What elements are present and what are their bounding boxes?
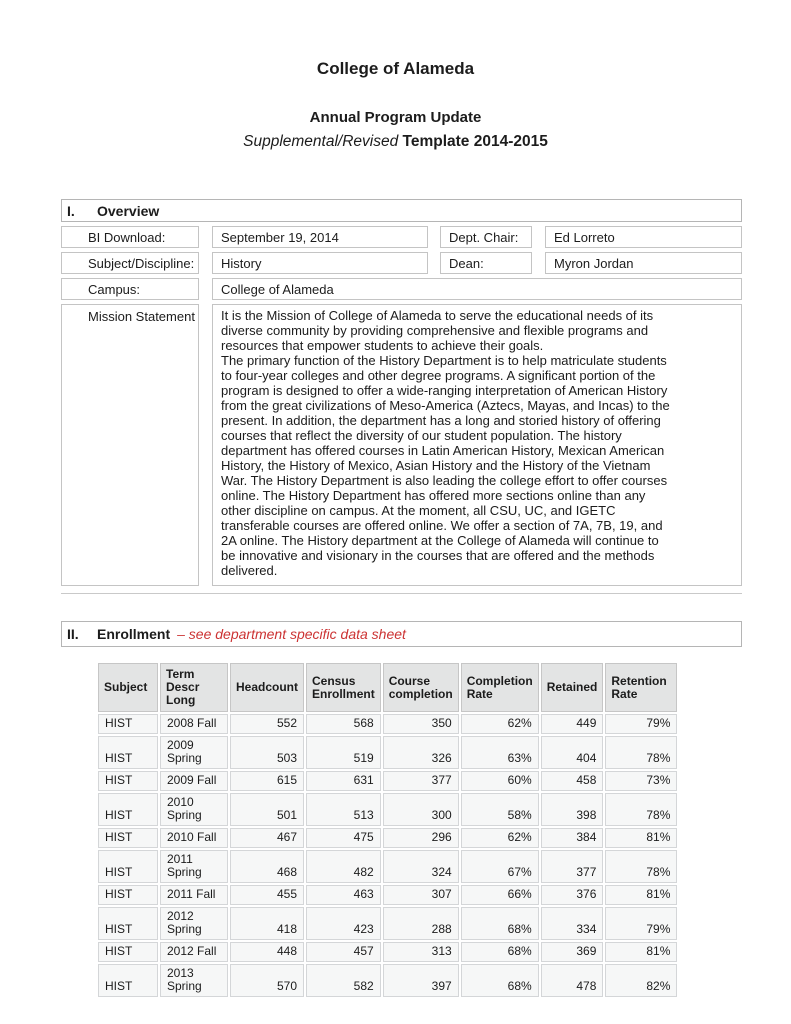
cell-course-completion: 326 [383,736,459,769]
cell-headcount: 552 [230,714,304,734]
cell-completion-rate: 60% [461,771,539,791]
cell-retention-rate: 78% [605,793,677,826]
table-row [98,828,677,848]
cell-completion-rate: 68% [461,964,539,997]
cell-course-completion: 300 [383,793,459,826]
template-version-line [0,133,791,151]
cell-term: 2010 Fall [160,828,228,848]
cell-course-completion: 296 [383,828,459,848]
dean-label: Dean: [440,252,532,274]
cell-subject: HIST [98,828,158,848]
overview-section-title: Overview [97,202,160,219]
cell-retention-rate: 79% [605,714,677,734]
dept-chair-value: Ed Lorreto [545,226,742,248]
enrollment-header-row [98,663,677,712]
mission-paragraph-department: The primary function of the History Department is to help matriculate students to four-year colleges and other degree programs. A significant portion of the program is designed to offer a wide-ranging interpretation of American History from the great civilizations of Meso-America (Aztecs, Mayas, and Incas) to the present. In addition, the department has a long and storied history of offering courses that reflect the diversity of our student population. The history department has offered courses in Latin American History, Mexican American History, the History of Mexico, Asian History and the History of the Vietnam War. The History Department is also leading the college effort to offer courses online. The History Department has offered more sections online than any other discipline on campus. At the moment, all CSU, UC, and IGETC transferable courses are offered online. We offer a section of 7A, 7B, 19, and 2A online. The History department at the College of Alameda will continue to be innovative and visionary in the courses that are offered and the methods delivered. [221,353,670,578]
table-row [98,907,677,940]
enrollment-section-numeral: II. [67,626,79,642]
cell-course-completion: 307 [383,885,459,905]
overview-row-campus [61,278,742,300]
table-row [98,736,677,769]
table-row [98,964,677,997]
cell-subject: HIST [98,885,158,905]
cell-course-completion: 288 [383,907,459,940]
table-row [98,771,677,791]
table-row [98,793,677,826]
campus-value: College of Alameda [212,278,742,300]
subject-discipline-label: Subject/Discipline: [61,252,199,274]
cell-retention-rate: 79% [605,907,677,940]
cell-census: 423 [306,907,381,940]
cell-retained: 458 [541,771,604,791]
cell-term: 2009 Fall [160,771,228,791]
cell-retained: 369 [541,942,604,962]
section-overview [61,199,742,594]
document-subtitle: Annual Program Update [309,109,482,126]
bi-download-value: September 19, 2014 [212,226,428,248]
overview-row-bi-download [61,226,742,248]
cell-headcount: 503 [230,736,304,769]
cell-course-completion: 377 [383,771,459,791]
dean-value: Myron Jordan [545,252,742,274]
cell-term: 2011 Spring [160,850,228,883]
cell-completion-rate: 58% [461,793,539,826]
template-version-bold: Template 2014-2015 [402,133,548,150]
cell-retained: 384 [541,828,604,848]
cell-course-completion: 350 [383,714,459,734]
cell-completion-rate: 68% [461,907,539,940]
overview-section-bottom-rule [61,593,742,594]
cell-retention-rate: 73% [605,771,677,791]
cell-term: 2012 Spring [160,907,228,940]
cell-completion-rate: 62% [461,828,539,848]
overview-row-subject [61,252,742,274]
page-title: College of Alameda [316,59,475,78]
mission-paragraph-college: It is the Mission of College of Alameda to serve the educational needs of its diverse community by providing comprehensive and flexible programs and resources that empower students to achieve their goals. [221,308,654,353]
cell-completion-rate: 62% [461,714,539,734]
cell-census: 457 [306,942,381,962]
cell-retained: 404 [541,736,604,769]
overview-row-mission [61,304,742,586]
cell-headcount: 467 [230,828,304,848]
cell-term: 2012 Fall [160,942,228,962]
col-header-subject: Subject [98,663,158,712]
cell-retained: 334 [541,907,604,940]
cell-subject: HIST [98,907,158,940]
cell-term: 2010 Spring [160,793,228,826]
cell-retention-rate: 81% [605,942,677,962]
cell-retention-rate: 81% [605,885,677,905]
cell-completion-rate: 67% [461,850,539,883]
overview-section-numeral: I. [67,202,75,219]
col-header-census: Census Enrollment [306,663,381,712]
table-row [98,850,677,883]
cell-retention-rate: 78% [605,850,677,883]
template-version-italic: Supplemental/Revised [243,133,399,150]
campus-label: Campus: [61,278,199,300]
cell-subject: HIST [98,850,158,883]
cell-course-completion: 324 [383,850,459,883]
cell-census: 513 [306,793,381,826]
bi-download-label: BI Download: [61,226,199,248]
col-header-completion-rate: Completion Rate [461,663,539,712]
cell-retention-rate: 82% [605,964,677,997]
cell-census: 482 [306,850,381,883]
enrollment-section-title: Enrollment [97,626,171,642]
cell-course-completion: 313 [383,942,459,962]
cell-term: 2013 Spring [160,964,228,997]
cell-term: 2009 Spring [160,736,228,769]
cell-term: 2011 Fall [160,885,228,905]
cell-subject: HIST [98,942,158,962]
table-row [98,885,677,905]
cell-headcount: 448 [230,942,304,962]
cell-subject: HIST [98,714,158,734]
mission-statement-value [212,304,742,586]
cell-retained: 478 [541,964,604,997]
overview-section-header [61,199,742,222]
col-header-course-completion: Course completion [383,663,459,712]
cell-retention-rate: 81% [605,828,677,848]
mission-statement-label: Mission Statement [61,304,199,586]
dept-chair-label: Dept. Chair: [440,226,532,248]
cell-headcount: 501 [230,793,304,826]
cell-course-completion: 397 [383,964,459,997]
table-row [98,714,677,734]
section-enrollment [61,621,742,647]
cell-census: 519 [306,736,381,769]
cell-retained: 376 [541,885,604,905]
col-header-retained: Retained [541,663,604,712]
cell-headcount: 468 [230,850,304,883]
subject-discipline-value: History [212,252,428,274]
cell-retained: 398 [541,793,604,826]
cell-subject: HIST [98,964,158,997]
cell-headcount: 570 [230,964,304,997]
cell-census: 631 [306,771,381,791]
col-header-retention-rate: Retention Rate [605,663,677,712]
cell-census: 463 [306,885,381,905]
cell-headcount: 418 [230,907,304,940]
cell-completion-rate: 66% [461,885,539,905]
col-header-term: Term Descr Long [160,663,228,712]
table-row [98,942,677,962]
cell-headcount: 455 [230,885,304,905]
cell-completion-rate: 68% [461,942,539,962]
cell-term: 2008 Fall [160,714,228,734]
cell-subject: HIST [98,736,158,769]
cell-headcount: 615 [230,771,304,791]
col-header-headcount: Headcount [230,663,304,712]
cell-subject: HIST [98,793,158,826]
cell-completion-rate: 63% [461,736,539,769]
enrollment-section-header [61,621,742,647]
enrollment-data-sheet-note: – see department specific data sheet [177,626,406,642]
enrollment-table [96,661,679,999]
cell-census: 475 [306,828,381,848]
cell-subject: HIST [98,771,158,791]
cell-retained: 449 [541,714,604,734]
cell-retained: 377 [541,850,604,883]
cell-census: 582 [306,964,381,997]
cell-retention-rate: 78% [605,736,677,769]
cell-census: 568 [306,714,381,734]
